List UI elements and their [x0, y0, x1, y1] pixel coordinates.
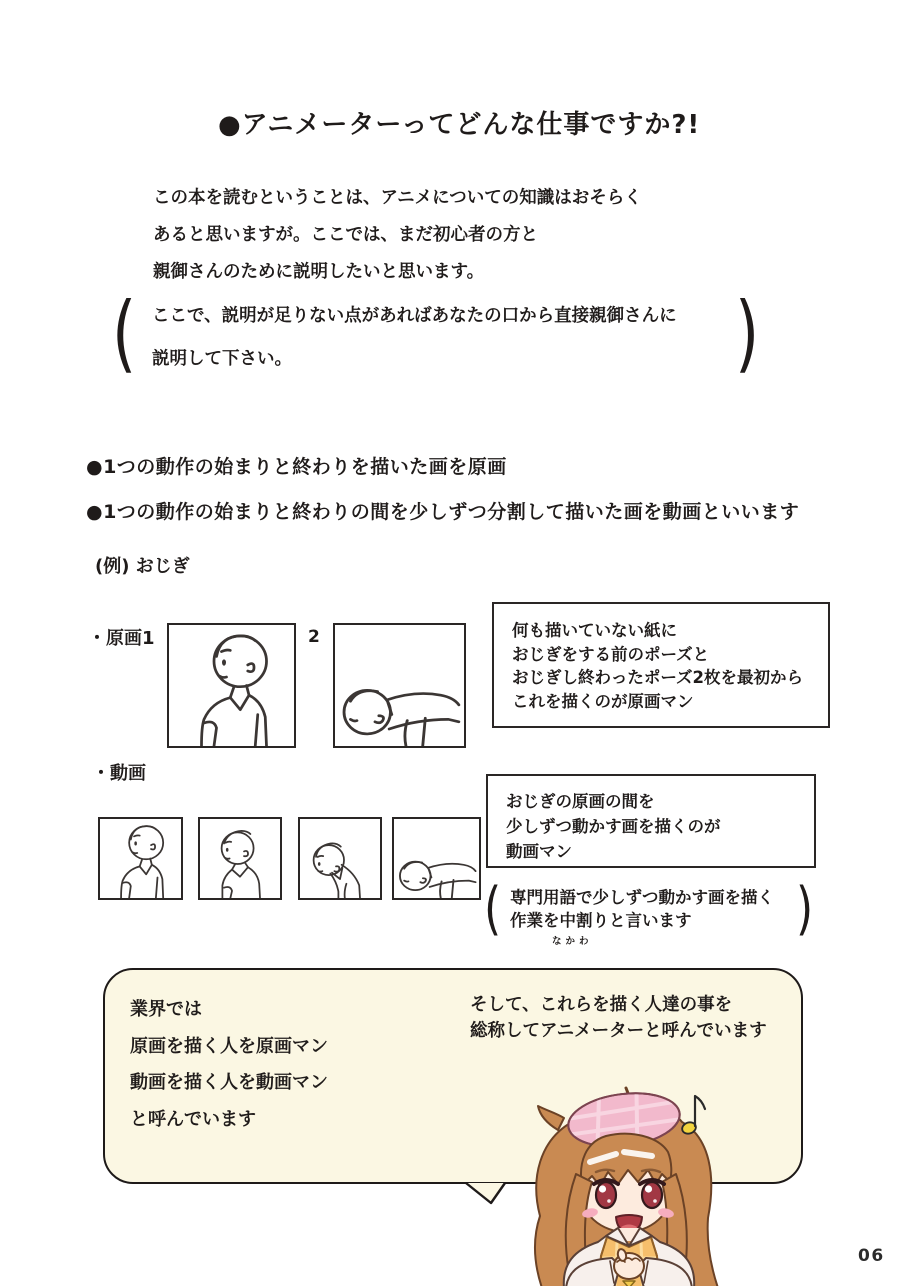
bubble-right-text [470, 992, 767, 1044]
genga-note-box [492, 602, 830, 728]
douga-note-line-3: 動画マン [506, 842, 572, 861]
music-note-icon [681, 1096, 705, 1135]
bow-step3-drawing [300, 819, 380, 898]
bubble-right-line-1: そして、これらを描く人達の事を [470, 995, 733, 1015]
bubble-left-text [130, 992, 328, 1138]
douga-note-line-2: 少しずつ動かす画を描くのが [506, 817, 721, 836]
intro-paragraph [153, 180, 642, 291]
aside-line-2: 説明して下さい。 [152, 349, 292, 369]
term-paren-close: ) [796, 875, 814, 943]
genga-note-line-3: おじぎし終わったポーズ2枚を最初から [512, 668, 803, 687]
genga-label: ・原画1 [88, 628, 155, 649]
douga-note-box [486, 774, 816, 868]
definition-genga: ●1つの動作の始まりと終わりを描いた画を原画 [86, 456, 507, 478]
bubble-right-line-2: 総称してアニメーターと呼んでいます [470, 1021, 767, 1041]
genga-frame-number: 2 [308, 627, 320, 647]
page-number: 06 [858, 1246, 885, 1266]
intro-line-3: 親御さんのために説明したいと思います。 [153, 262, 485, 282]
definition-douga: ●1つの動作の始まりと終わりの間を少しずつ分割して描いた画を動画といいます [86, 501, 800, 523]
douga-label: ・動画 [92, 763, 146, 784]
bubble-left-line-4: と呼んでいます [130, 1108, 256, 1130]
genga-note-line-2: おじぎをする前のポーズと [512, 644, 710, 664]
bow-start-drawing [169, 625, 294, 746]
genga-frame-2 [333, 623, 466, 748]
bow-step1-drawing [100, 819, 181, 898]
hair-tuft [538, 1106, 564, 1130]
page-title: ●アニメーターってどんな仕事ですか?! [218, 110, 701, 140]
aside-line-1: ここで、説明が足りない点があればあなたの口から直接親御さんに [152, 306, 677, 326]
aside-paren-open: ( [112, 283, 137, 383]
genga-frame-1 [167, 623, 296, 748]
bow-end-drawing [335, 625, 464, 746]
example-label: (例) おじぎ [95, 556, 190, 577]
bubble-left-line-1: 業界では [130, 999, 202, 1020]
bow-step2-drawing [200, 819, 280, 898]
intro-line-1: この本を読むということは、アニメについての知識はおそらく [153, 188, 642, 208]
aside-note [152, 295, 677, 381]
animator-girl-illustration [506, 1078, 738, 1286]
term-note-line-2: 作業を中割りと言います [510, 911, 692, 930]
douga-frame-1 [98, 817, 183, 900]
douga-frame-4 [392, 817, 481, 900]
douga-frame-3 [298, 817, 382, 900]
term-note-line-1: 専門用語で少しずつ動かす画を描く [510, 888, 774, 907]
bow-step4-drawing [394, 819, 479, 898]
aside-paren-close: ) [735, 283, 760, 383]
term-note-furigana: なかわ [552, 936, 593, 947]
bubble-left-line-2: 原画を描く人を原画マン [130, 1035, 328, 1057]
genga-note-line-4: これを描くのが原画マン [512, 691, 694, 711]
bubble-left-line-3: 動画を描く人を動画マン [130, 1072, 328, 1093]
term-paren-open: ( [484, 875, 502, 943]
douga-note-line-1: おじぎの原画の間を [506, 792, 655, 811]
genga-note-line-1: 何も描いていない紙に [512, 621, 677, 640]
douga-frame-2 [198, 817, 282, 900]
intro-line-2: あると思いますが。ここでは、まだ初心者の方と [153, 225, 538, 245]
term-note [510, 886, 774, 932]
